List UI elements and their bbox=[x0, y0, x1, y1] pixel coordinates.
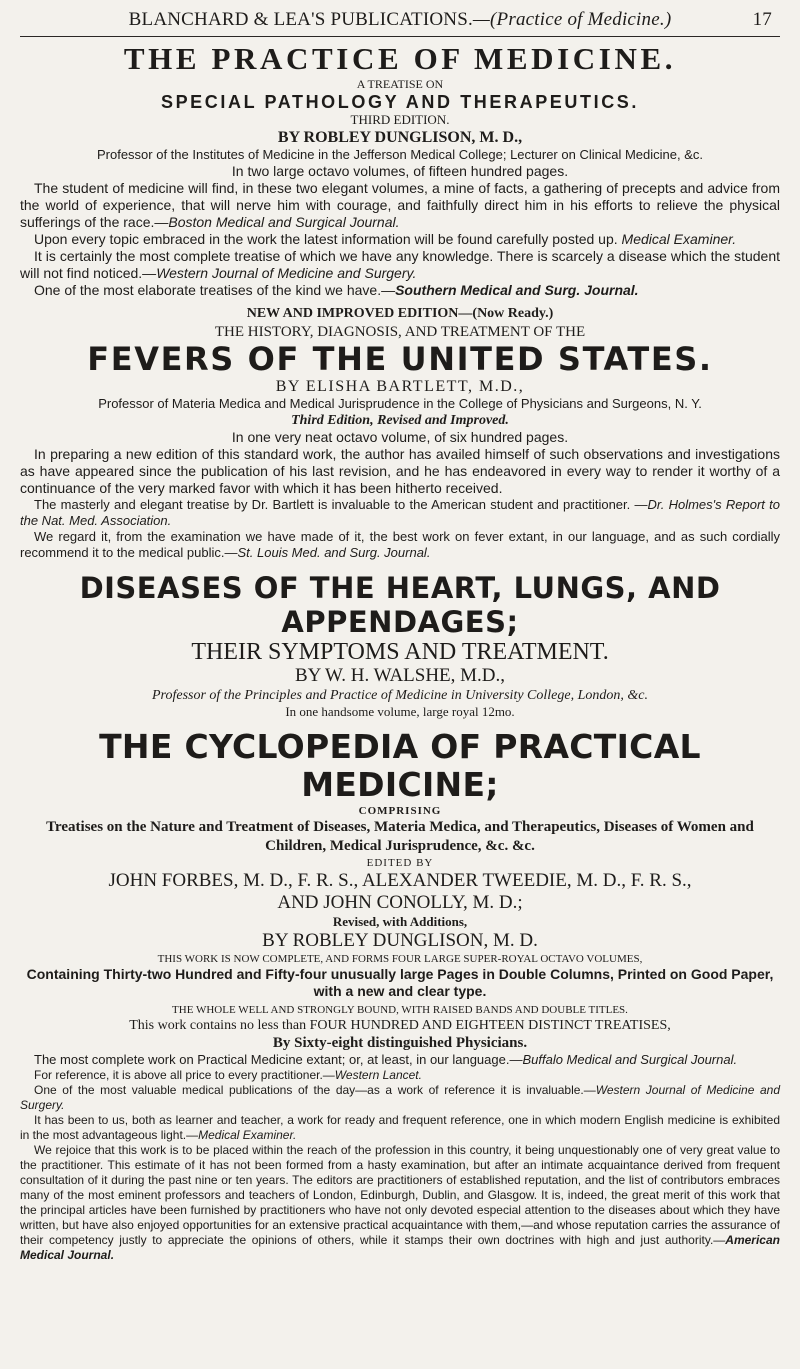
cyclopedia-by-sixty: By Sixty-eight distinguished Physicians. bbox=[272, 1035, 528, 1051]
cyclopedia-contains: This work contains no less than FOUR HUNDRED AND EIGHTEEN DISTINCT TREATISES, bbox=[129, 1018, 671, 1033]
practice-credentials: Professor of the Institutes of Medicine in the Jefferson Medical College; Lecturer on Clinical Medicine, &c. bbox=[96, 147, 703, 162]
running-head bbox=[20, 8, 780, 32]
practice-review: It is certainly the most complete treatise of which we have any knowledge. There is scarcely a disease which the student will not find noticed.—Western Journal of Medicine and Surgery. bbox=[20, 248, 780, 281]
practice-review: Upon every topic embraced in the work the latest information will be found carefully posted up. Medical Examiner. bbox=[34, 231, 737, 247]
fevers-author: BY ELISHA BARTLETT, M.D., bbox=[275, 378, 525, 395]
cyclopedia-advertisement bbox=[20, 728, 780, 1263]
practice-author: BY ROBLEY DUNGLISON, M. D., bbox=[277, 129, 523, 146]
fevers-banner: NEW AND IMPROVED EDITION—(Now Ready.) bbox=[246, 306, 554, 321]
fevers-description: In preparing a new edition of this standard work, the author has availed himself of such observations and investigations as have appeared since the publication of his last revision, and he has endeavored in every way to render it worthy of a continuance of the very marked favor with which it has been hitherto received. bbox=[20, 446, 780, 496]
fevers-review: The masterly and elegant treatise by Dr. Bartlett is invaluable to the American student and practitioner. —Dr. Holmes's Report to the Nat. Med. Association. bbox=[20, 497, 780, 528]
practice-edition: THIRD EDITION. bbox=[350, 112, 450, 127]
practice-review: One of the most elaborate treatises of the kind we have.—Southern Medical and Surg. Journal. bbox=[34, 282, 639, 298]
cyclopedia-editors: JOHN FORBES, M. D., F. R. S., ALEXANDER TWEEDIE, M. D., F. R. S., bbox=[108, 870, 692, 891]
cyclopedia-review: One of the most valuable medical publications of the day—as a work of reference it is invaluable.—Western Journal of Medicine and Surgery. bbox=[20, 1083, 780, 1112]
cyclopedia-containing: Containing Thirty-two Hundred and Fifty-four unusually large Pages in Double Columns, Printed on Good Paper, with a new and clear type. bbox=[26, 966, 774, 999]
header-rule bbox=[20, 36, 780, 37]
heart-author: BY W. H. WALSHE, M.D., bbox=[294, 665, 506, 686]
practice-review: The student of medicine will find, in these two elegant volumes, a mine of facts, a gathering of precepts and advice from the world of experience, that will nerve him with courage, and faithfully direct him in his efforts to relieve the physical sufferings of the race.—Boston Medical and Surgical Journal. bbox=[20, 180, 780, 230]
heart-subtitle: THEIR SYMPTOMS AND TREATMENT. bbox=[191, 639, 609, 665]
fevers-heading: THE HISTORY, DIAGNOSIS, AND TREATMENT OF THE bbox=[214, 324, 586, 340]
practice-advertisement bbox=[20, 41, 780, 299]
practice-treatise-on: A TREATISE ON bbox=[356, 77, 444, 91]
cyclopedia-complete: THIS WORK IS NOW COMPLETE, AND FORMS FOUR LARGE SUPER-ROYAL OCTAVO VOLUMES, bbox=[157, 953, 643, 965]
cyclopedia-comprising: COMPRISING bbox=[358, 805, 442, 817]
cyclopedia-review: For reference, it is above all price to every practitioner.—Western Lancet. bbox=[34, 1068, 422, 1082]
cyclopedia-contents: Treatises on the Nature and Treatment of Diseases, Materia Medica, and Therapeutics, Diseases of Women and Children, Medical Jurisprudence, &c. &c. bbox=[46, 819, 754, 854]
page bbox=[20, 0, 780, 1263]
cyclopedia-editors: AND JOHN CONOLLY, M. D.; bbox=[277, 892, 523, 913]
running-head-subtitle: —(Practice of Medicine.) bbox=[472, 9, 672, 30]
heart-title: DISEASES OF THE HEART, LUNGS, AND APPENDAGES; bbox=[79, 571, 721, 639]
cyclopedia-reviser: BY ROBLEY DUNGLISON, M. D. bbox=[262, 930, 538, 951]
heart-credentials: Professor of the Principles and Practice of Medicine in University College, London, &c. bbox=[151, 688, 648, 703]
fevers-review: We regard it, from the examination we have made of it, the best work on fever extant, in our language, and as such cordially recommend it to the medical public.—St. Louis Med. and Surg. Journal. bbox=[20, 529, 780, 560]
fevers-credentials: Professor of Materia Medica and Medical Jurisprudence in the College of Physicians and Surgeons, N. Y. bbox=[98, 396, 702, 411]
fevers-edition: Third Edition, Revised and Improved. bbox=[291, 413, 509, 428]
practice-subject: SPECIAL PATHOLOGY AND THERAPEUTICS. bbox=[160, 92, 640, 112]
cyclopedia-bound: THE WHOLE WELL AND STRONGLY BOUND, WITH RAISED BANDS AND DOUBLE TITLES. bbox=[172, 1004, 628, 1016]
fevers-advertisement bbox=[20, 305, 780, 561]
page-number: 17 bbox=[752, 9, 772, 30]
practice-title: THE PRACTICE OF MEDICINE. bbox=[123, 41, 677, 76]
heart-advertisement bbox=[20, 571, 780, 720]
heart-format: In one handsome volume, large royal 12mo. bbox=[285, 704, 515, 719]
fevers-title: FEVERS OF THE UNITED STATES. bbox=[87, 340, 713, 378]
fevers-format: In one very neat octavo volume, of six hundred pages. bbox=[231, 429, 569, 445]
cyclopedia-revised: Revised, with Additions, bbox=[332, 914, 468, 929]
running-head-title: BLANCHARD & LEA'S PUBLICATIONS. bbox=[128, 9, 473, 30]
practice-format: In two large octavo volumes, of fifteen hundred pages. bbox=[231, 163, 569, 179]
cyclopedia-review: We rejoice that this work is to be placed within the reach of the profession in this country, it being unquestionably one of very great value to the practitioner. This estimate of it has not been formed from a hasty examination, but after an intimate acquaintance derived from frequent consultation of it during the past nine or ten years. The editors are practitioners of established reputation, and the list of contributors embraces many of the most eminent professors and teachers of London, Edinburgh, Dublin, and Glasgow. It is, indeed, the great merit of this work that the principal articles have been furnished by practitioners who have not only devoted especial attention to the diseases about which they have written, but have also enjoyed opportunities for an extensive practical acquaintance with them,—and whose reputation carries the assurance of their competency justly to appreciate the opinions of others, while it stamps their own doctrines with high and just authority.—American Medical Journal. bbox=[20, 1143, 780, 1262]
cyclopedia-edited-by: EDITED BY bbox=[366, 857, 434, 869]
cyclopedia-review: It has been to us, both as learner and teacher, a work for ready and frequent reference, one in which modern English medicine is exhibited in the most advantageous light.—Medical Examiner. bbox=[20, 1113, 780, 1142]
cyclopedia-title: THE CYCLOPEDIA OF PRACTICAL MEDICINE; bbox=[99, 727, 701, 804]
cyclopedia-review: The most complete work on Practical Medicine extant; or, at least, in our language.—Buffalo Medical and Surgical Journal. bbox=[34, 1052, 738, 1067]
